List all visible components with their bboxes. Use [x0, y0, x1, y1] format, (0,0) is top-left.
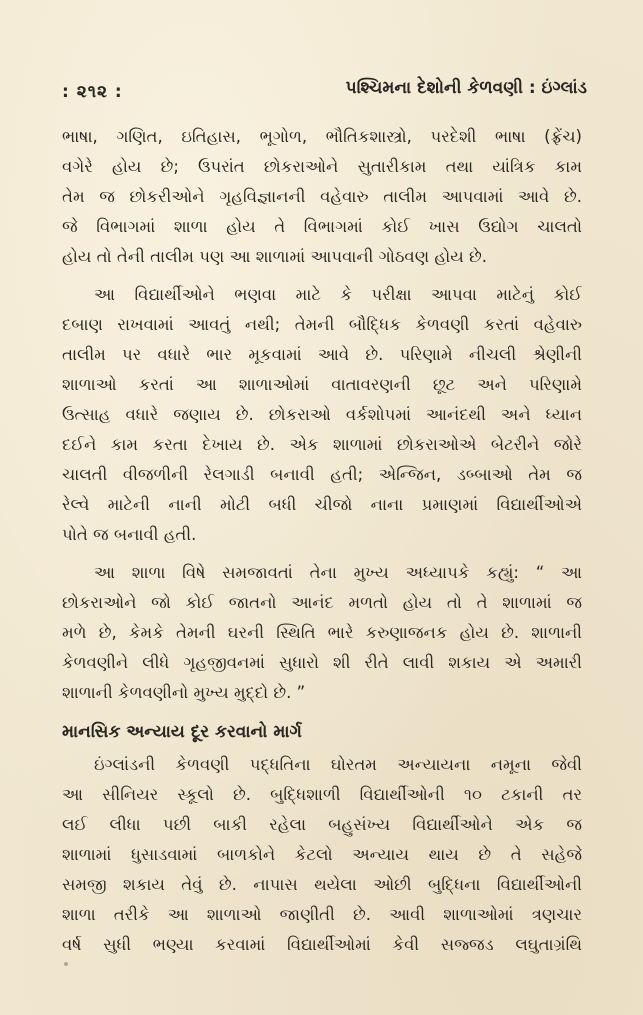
paragraph-3	[62, 558, 582, 708]
text-line: જે વિભાગમાં શાળા હોય તે વિભાગમાં કોઈ ખાસ ઉદ્યોગ ચાલતો	[62, 217, 582, 236]
text-line: ભાષા, ગણિત, ઇતિહાસ, ભૂગોળ, ભૌતિકશાસ્ત્રો, પરદેશી ભાષા (ફ્રેંચ)	[62, 127, 582, 146]
text-line: લઈ લીધા પછી બાકી રહેલા બહુસંખ્ય વિદ્યાર્થીઓને એક જ	[62, 815, 582, 834]
text-line: રેલ્વે માટેની નાની મોટી બધી ચીજો નાના પ્રમાણમાં વિદ્યાર્થીઓએ	[62, 495, 582, 514]
text-line: કેળવણીને લીધે ગૃહજીવનમાં સુધારો શી રીતે લાવી શકાય એ અમારી	[62, 653, 582, 672]
text-line: શાળા તરીકે આ શાળાઓ જાણીતી છે. આવી શાળાઓમાં ત્રણચાર	[62, 905, 582, 924]
text-line: આ શાળા વિષે સમજાવતાં તેના મુખ્ય અધ્યાપકે કહ્યું: “ આ	[94, 563, 582, 582]
page-header	[62, 78, 587, 106]
text-line: તાલીમ પર વધારે ભાર મૂકવામાં આવે છે. પરિણામે નીચલી શ્રેણીની	[62, 345, 582, 364]
text-line: ઉત્સાહ વધારે જણાય છે. છોકરાઓ વર્કશોપમાં આનંદથી અને ધ્યાન	[62, 405, 582, 424]
paragraph-2	[62, 280, 582, 550]
text-line: છોકરાઓને જો કોઈ જાતનો આનંદ મળતો હોય તો તે શાળામાં જ	[62, 593, 582, 612]
text-line: દઈને કામ કરતા દેખાય છે. એક શાળામાં છોકરાઓએ બેટરીને જોરે	[62, 435, 582, 454]
running-title: પશ્ચિમના દેશોની કેળવણી : ઇંગ્લાંડ	[345, 78, 587, 98]
ink-speck	[64, 962, 68, 966]
text-line: આ વિદ્યાર્થીઓને ભણવા માટે કે પરીક્ષા આપવા માટેનું કોઈ	[94, 285, 582, 304]
text-line: દબાણ રાખવામાં આવતું નથી; તેમની બૌદ્ધિક કેળવણી કરતાં વહેવારુ	[62, 315, 582, 334]
paragraph-1	[62, 122, 582, 272]
text-line: શાળાની કેળવણીનો મુખ્ય મુદ્દો છે. ”	[62, 683, 306, 702]
text-line: સમજી શકાય તેવું છે. નાપાસ થયેલા ઓછી બુદ્ધિના વિદ્યાર્થીઓની	[62, 875, 582, 894]
text-line: ઇંગ્લાંડની કેળવણી પદ્ધતિના ઘોરતમ અન્યાયના નમૂના જેવી	[94, 755, 582, 774]
text-line: આ સીનિયર સ્કૂલો છે. બુદ્ધિશાળી વિદ્યાર્થીઓની ૧૦ ટકાની તર	[62, 785, 582, 804]
text-line: ચાલતી વીજળીની રેલગાડી બનાવી હતી; એન્જિન, ડબ્બાઓ તેમ જ	[62, 465, 582, 484]
page-number: : ૨૧૨ :	[62, 82, 123, 102]
text-line: તેમ જ છોકરીઓને ગૃહવિજ્ઞાનની વહેવારુ તાલીમ આપવામાં આવે છે.	[62, 187, 582, 206]
text-line: શાળામાં ધુસાડવામાં બાળકોને કેટલો અન્યાય થાય છે તે સહેજે	[62, 845, 582, 864]
text-line: વર્ષ સુધી ભણ્યા કરવામાં વિદ્યાર્થીઓમાં કેવી સજ્જડ લઘુતાગ્રંથિ	[62, 935, 582, 954]
text-line: મળે છે, કેમકે તેમની ઘરની સ્થિતિ ભારે કરુણાજનક હોય છે. શાળાની	[62, 623, 582, 642]
body-text	[62, 122, 582, 968]
text-line: હોય તો તેની તાલીમ પણ આ શાળામાં આપવાની ગોઠવણ હોય છે.	[62, 247, 487, 266]
paragraph-4	[62, 750, 582, 960]
text-line: વગેરે હોય છે; ઉપરાંત છોકરાઓને સુતારીકામ તથા યાંત્રિક કામ	[62, 157, 582, 176]
section-heading: માનસિક અન્યાય દૂર કરવાનો માર્ગ	[62, 722, 302, 742]
text-line: શાળાઓ કરતાં આ શાળાઓમાં વાતાવરણની છૂટ અને પરિણામે	[62, 375, 582, 394]
text-line: પોતે જ બનાવી હતી.	[62, 525, 197, 544]
